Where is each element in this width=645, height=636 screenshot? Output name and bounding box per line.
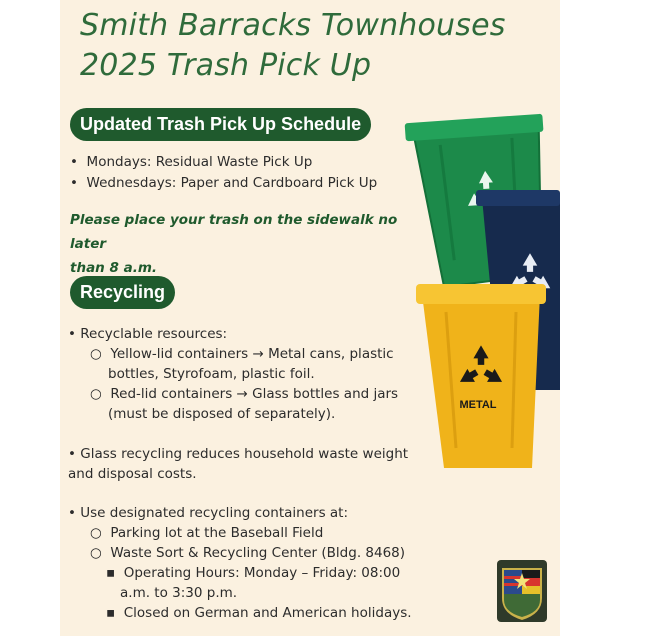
hours-line-1: Operating Hours: Monday – Friday: 08:00 <box>123 565 401 581</box>
hours-line-2: a.m. to 3:30 p.m. <box>120 585 238 601</box>
list-item: • Glass recycling reduces household waste weight <box>68 446 409 462</box>
title-line-2: 2025 Trash Pick Up <box>80 48 372 83</box>
location-2: Waste Sort & Recycling Center (Bldg. 8468) <box>110 545 406 561</box>
list-item: ○ Waste Sort & Recycling Center (Bldg. 8468) <box>90 545 406 561</box>
metal-label: METAL <box>459 399 497 411</box>
resources-label: Recyclable resources: <box>80 326 228 342</box>
schedule-item: • Mondays: Residual Waste Pick Up <box>70 154 313 170</box>
schedule-item-text: Wednesdays: Paper and Cardboard Pick Up <box>86 175 378 191</box>
poster <box>60 0 560 636</box>
unit-crest-logo <box>497 560 547 622</box>
recycling-heading: Recycling <box>70 276 175 309</box>
list-item: ○ Parking lot at the Baseball Field <box>90 525 324 541</box>
red-lid-line-1: Red-lid containers → Glass bottles and jars <box>110 386 399 402</box>
list-item: ▪ Operating Hours: Monday – Friday: 08:00 <box>106 565 401 581</box>
recycling-bins-illustration <box>404 108 560 478</box>
glass-line-1: Glass recycling reduces household waste weight <box>80 446 409 462</box>
list-item: ▪ Closed on German and American holidays. <box>106 605 412 621</box>
glass-line-2: and disposal costs. <box>68 466 197 482</box>
schedule-item-text: Mondays: Residual Waste Pick Up <box>86 154 313 170</box>
closed-note: Closed on German and American holidays. <box>123 605 412 621</box>
use-label: Use designated recycling containers at: <box>80 505 349 521</box>
list-item: ○ Red-lid containers → Glass bottles and jars <box>90 386 399 402</box>
placement-notice <box>70 208 420 280</box>
list-item: ○ Yellow-lid containers → Metal cans, plastic <box>90 346 394 362</box>
yellow-lid-line-1: Yellow-lid containers → Metal cans, plastic <box>110 346 394 362</box>
notice-line-1: Please place your trash on the sidewalk no later <box>70 212 398 252</box>
schedule-item: • Wednesdays: Paper and Cardboard Pick Up <box>70 175 378 191</box>
red-lid-line-2: (must be disposed of separately). <box>108 406 336 422</box>
location-1: Parking lot at the Baseball Field <box>110 525 324 541</box>
title-line-1: Smith Barracks Townhouses <box>80 8 506 43</box>
list-item: • Use designated recycling containers at: <box>68 505 349 521</box>
notice-line-2: than 8 a.m. <box>70 260 158 276</box>
yellow-lid-line-2: bottles, Styrofoam, plastic foil. <box>108 366 315 382</box>
yellow-bin <box>416 284 546 468</box>
schedule-heading: Updated Trash Pick Up Schedule <box>70 108 371 141</box>
list-item: • Recyclable resources: <box>68 326 228 342</box>
